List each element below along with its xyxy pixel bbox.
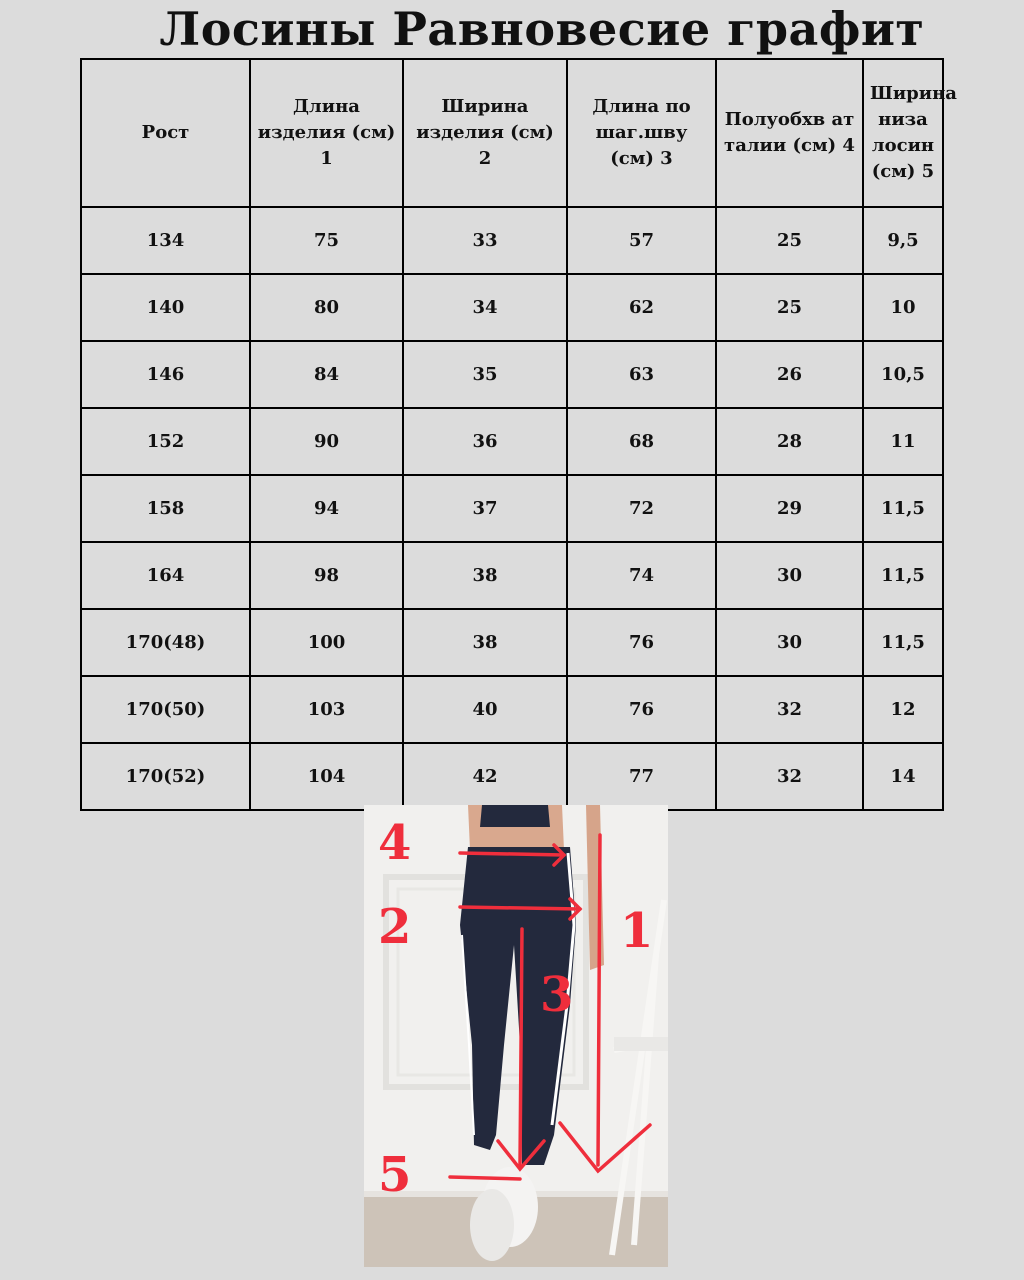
table-cell: 12	[863, 676, 943, 743]
table-cell: 146	[81, 341, 250, 408]
table-cell: 103	[250, 676, 403, 743]
table-row	[81, 341, 943, 408]
table-cell: 94	[250, 475, 403, 542]
measurement-photo	[364, 805, 668, 1267]
table-cell: 63	[567, 341, 716, 408]
table-cell: 32	[716, 676, 863, 743]
table-cell: 32	[716, 743, 863, 810]
header-half-waist: Полуобхв ат талии (см) 4	[716, 59, 863, 207]
table-cell: 76	[567, 676, 716, 743]
table-cell: 38	[403, 542, 567, 609]
marker-1: 1	[620, 903, 654, 959]
table-cell: 74	[567, 542, 716, 609]
table-cell: 11	[863, 408, 943, 475]
table-cell: 42	[403, 743, 567, 810]
table-cell: 10,5	[863, 341, 943, 408]
table-cell: 29	[716, 475, 863, 542]
table-cell: 30	[716, 542, 863, 609]
table-cell: 158	[81, 475, 250, 542]
table-cell: 26	[716, 341, 863, 408]
marker-3: 3	[540, 967, 574, 1023]
table-cell: 33	[403, 207, 567, 274]
table-cell: 104	[250, 743, 403, 810]
table-cell: 57	[567, 207, 716, 274]
table-cell: 34	[403, 274, 567, 341]
table-row	[81, 676, 943, 743]
header-bottom-width: Ширина низа лосин (см) 5	[863, 59, 943, 207]
page-title: Лосины Равновесие графит	[159, 2, 925, 56]
table-cell: 68	[567, 408, 716, 475]
table-header-row	[81, 59, 943, 207]
table-cell: 170(52)	[81, 743, 250, 810]
table-cell: 72	[567, 475, 716, 542]
table-cell: 140	[81, 274, 250, 341]
table-cell: 40	[403, 676, 567, 743]
table-cell: 100	[250, 609, 403, 676]
table-cell: 80	[250, 274, 403, 341]
table-cell: 76	[567, 609, 716, 676]
table-cell: 134	[81, 207, 250, 274]
table-row	[81, 542, 943, 609]
table-cell: 11,5	[863, 609, 943, 676]
table-row	[81, 475, 943, 542]
table-cell: 35	[403, 341, 567, 408]
table-row	[81, 743, 943, 810]
table-cell: 11,5	[863, 542, 943, 609]
header-inseam: Длина по шаг.шву (см) 3	[567, 59, 716, 207]
table-cell: 38	[403, 609, 567, 676]
header-height: Рост	[81, 59, 250, 207]
table-cell: 152	[81, 408, 250, 475]
marker-4: 4	[378, 815, 412, 871]
table-cell: 28	[716, 408, 863, 475]
table-cell: 9,5	[863, 207, 943, 274]
marker-5: 5	[378, 1147, 412, 1203]
table-row	[81, 274, 943, 341]
size-table	[80, 58, 957, 811]
table-cell: 11,5	[863, 475, 943, 542]
table-cell: 98	[250, 542, 403, 609]
table-cell: 84	[250, 341, 403, 408]
table-cell: 37	[403, 475, 567, 542]
table-cell: 75	[250, 207, 403, 274]
table-cell: 14	[863, 743, 943, 810]
marker-2: 2	[378, 899, 412, 955]
table-cell: 90	[250, 408, 403, 475]
table-row	[81, 207, 943, 274]
table-cell: 77	[567, 743, 716, 810]
table-cell: 10	[863, 274, 943, 341]
table-cell: 30	[716, 609, 863, 676]
table-cell: 170(48)	[81, 609, 250, 676]
table-cell: 25	[716, 274, 863, 341]
table-cell: 62	[567, 274, 716, 341]
table-cell: 170(50)	[81, 676, 250, 743]
table-cell: 25	[716, 207, 863, 274]
header-length: Длина изделия (см) 1	[250, 59, 403, 207]
table-cell: 164	[81, 542, 250, 609]
table-cell: 36	[403, 408, 567, 475]
table-row	[81, 408, 943, 475]
table-row	[81, 609, 943, 676]
header-width: Ширина изделия (см) 2	[403, 59, 567, 207]
